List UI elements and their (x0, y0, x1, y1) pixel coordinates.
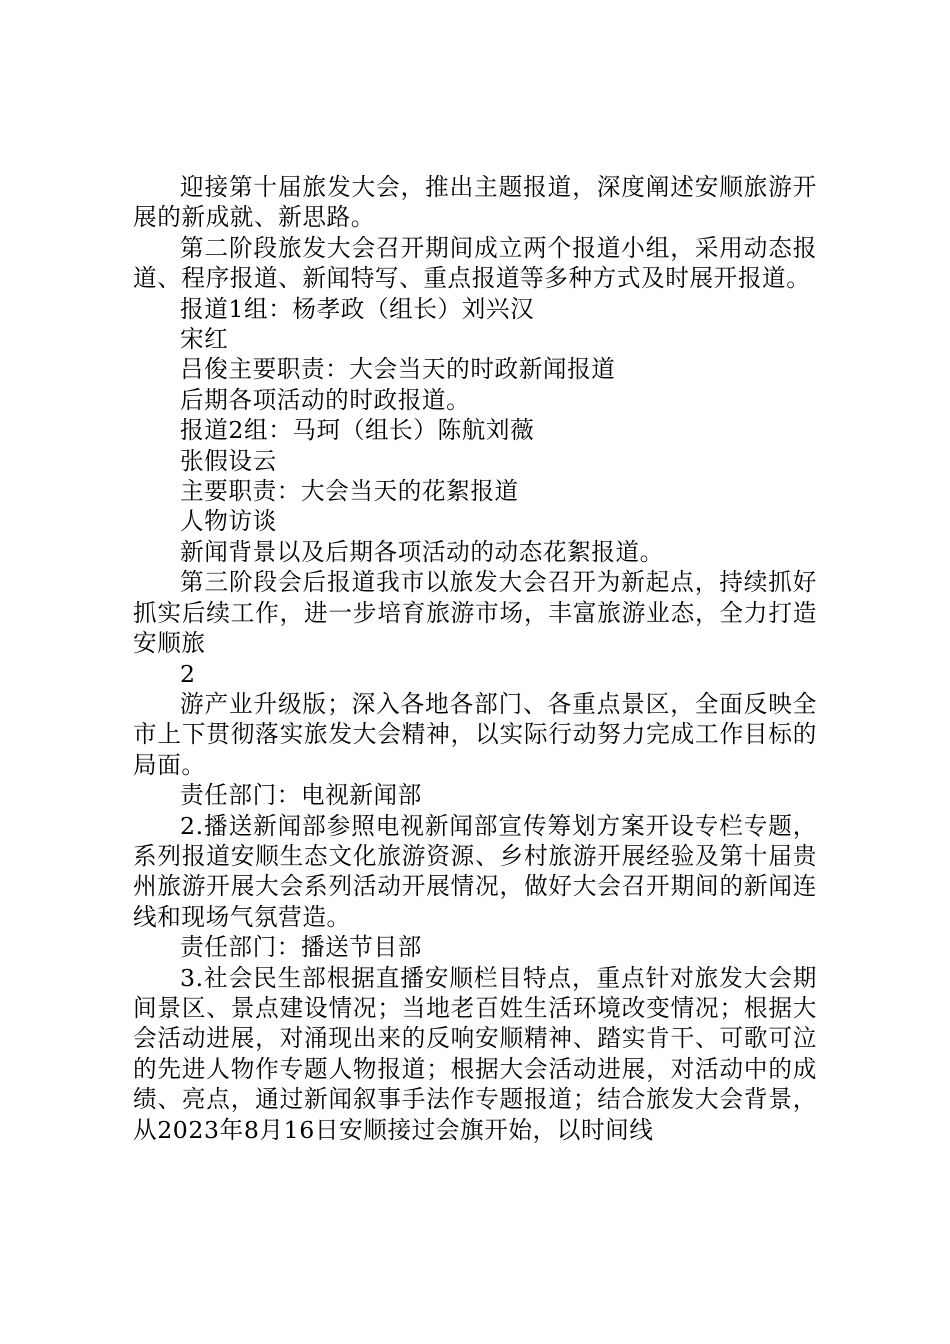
paragraph: 责任部门：电视新闻部 (180, 781, 422, 810)
paragraph: 张假设云 (180, 446, 277, 475)
paragraph: 3.社会民生部根据直播安顺栏目特点，重点针对旅发大会期间景区、景点建设情况；当地老百姓生活环境改变情况；根据大会活动进展，对涌现出来的反响安顺精神、踏实肯干、可歌可泣的先进人物作专题人物报道；根据大会活动进展，对活动中的成绩、亮点，通过新闻叙事手法作专题报道；结合旅发大会背景，从2023年8月16日安顺接过会旗开始，以时间线 (133, 963, 817, 1144)
paragraph: 后期各项活动的时政报道。 (180, 385, 471, 414)
paragraph: 主要职责：大会当天的花絮报道 (180, 477, 519, 506)
paragraph: 2.播送新闻部参照电视新闻部宣传筹划方案开设专栏专题，系列报道安顺生态文化旅游资源、乡村旅游开展经验及第十届贵州旅游开展大会系列活动开展情况，做好大会召开期间的新闻连线和现场气氛营造。 (133, 811, 817, 931)
paragraph: 宋红 (180, 325, 229, 354)
paragraph: 游产业升级版；深入各地各部门、各重点景区，全面反映全市上下贯彻落实旅发大会精神，以实际行动努力完成工作目标的局面。 (133, 689, 817, 779)
paragraph: 迎接第十届旅发大会，推出主题报道，深度阐述安顺旅游开展的新成就、新思路。 (133, 173, 817, 232)
paragraph: 第二阶段旅发大会召开期间成立两个报道小组，采用动态报道、程序报道、新闻特写、重点报道等多种方式及时展开报道。 (133, 233, 817, 293)
paragraph: 人物访谈 (180, 507, 277, 536)
paragraph: 报道1组：杨孝政（组长）刘兴汉 (180, 294, 535, 323)
document-body (133, 172, 817, 1145)
paragraph: 第三阶段会后报道我市以旅发大会召开为新起点，持续抓好抓实后续工作，进一步培育旅游市场，丰富旅游业态，全力打造安顺旅 (133, 568, 817, 658)
paragraph: 责任部门：播送节目部 (180, 933, 422, 962)
paragraph: 报道2组：马珂（组长）陈航刘薇 (180, 416, 535, 445)
page-number: 2 (180, 659, 196, 688)
paragraph: 吕俊主要职责：大会当天的时政新闻报道 (180, 355, 616, 384)
paragraph: 新闻背景以及后期各项活动的动态花絮报道。 (180, 537, 664, 566)
